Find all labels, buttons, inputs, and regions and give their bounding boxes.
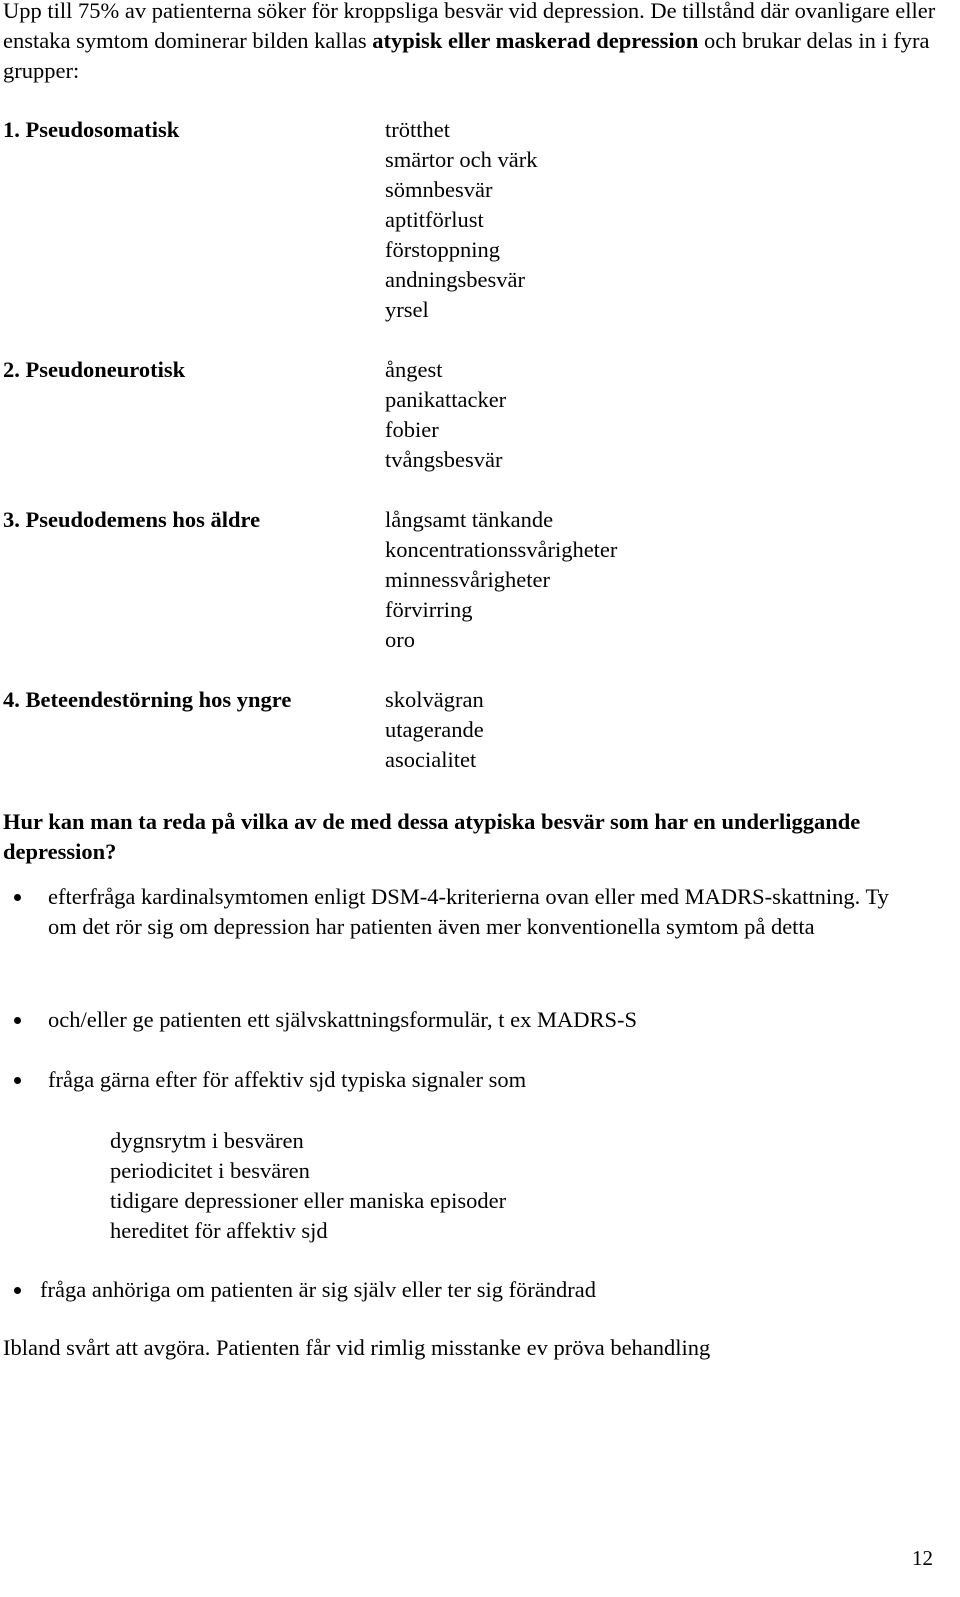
symptom-list xyxy=(385,505,617,655)
bullet-icon xyxy=(14,1077,21,1084)
symptom-item: fobier xyxy=(385,417,439,442)
closing-paragraph: Ibland svårt att avgöra. Patienten får vid rimlig misstanke ev pröva behandling xyxy=(3,1335,711,1360)
signal-item: tidigare depressioner eller maniska episoder xyxy=(110,1188,507,1213)
group-pseudosomatic xyxy=(3,115,943,325)
bullet-icon xyxy=(14,1287,21,1294)
symptom-item: tvångsbesvär xyxy=(385,447,503,472)
group-name: 1. Pseudosomatisk xyxy=(3,117,180,142)
symptom-item: panikattacker xyxy=(385,387,507,412)
bullet-item xyxy=(0,1275,940,1305)
bullet-text: och/eller ge patienten ett självskattningsformulär, t ex MADRS-S xyxy=(48,1007,637,1032)
symptom-item: smärtor och värk xyxy=(385,147,538,172)
depression-groups xyxy=(3,115,943,805)
symptom-item: skolvägran xyxy=(385,687,484,712)
symptom-item: koncentrationssvårigheter xyxy=(385,537,618,562)
symptom-item: sömnbesvär xyxy=(385,177,493,202)
bullet-text: fråga gärna efter för affektiv sjd typiska signaler som xyxy=(48,1067,527,1092)
group-behavior-disorder xyxy=(3,685,943,775)
symptom-item: trötthet xyxy=(385,117,450,142)
symptom-item: asocialitet xyxy=(385,747,477,772)
intro-text-end: och brukar delas in i fyra grupper: xyxy=(3,28,930,83)
symptom-item: andningsbesvär xyxy=(385,267,525,292)
group-name: 4. Beteendestörning hos yngre xyxy=(3,687,292,712)
bullet-icon xyxy=(14,894,21,901)
bullet-item xyxy=(0,882,940,942)
bullet-text: efterfråga kardinalsymtomen enligt DSM-4-kriterierna ovan eller med MADRS-skattning. Ty om det rör sig om depression har patienten även mer konventionella symtom på detta xyxy=(48,884,889,939)
intro-paragraph xyxy=(3,0,943,86)
bullet-item xyxy=(0,1065,940,1095)
group-name: 3. Pseudodemens hos äldre xyxy=(3,507,261,532)
symptom-item: långsamt tänkande xyxy=(385,507,554,532)
intro-text-start: Upp till 75% av patienterna söker för kroppsliga besvär vid depression. De tillstånd där ovanligare eller enstaka symtom dominerar bilden kallas xyxy=(3,0,936,53)
bullet-text: fråga anhöriga om patienten är sig själv eller ter sig förändrad xyxy=(40,1277,597,1302)
group-name: 2. Pseudoneurotisk xyxy=(3,357,186,382)
symptom-list xyxy=(385,355,506,475)
symptom-item: förvirring xyxy=(385,597,473,622)
signal-item: dygnsrytm i besvären xyxy=(110,1128,304,1153)
group-pseudodementia xyxy=(3,505,943,655)
symptom-list xyxy=(385,685,484,775)
intro-bold-term: atypisk eller maskerad depression xyxy=(372,28,699,53)
symptom-item: förstoppning xyxy=(385,237,500,262)
question-heading: Hur kan man ta reda på vilka av de med dessa atypiska besvär som har en underliggande depression? xyxy=(3,809,861,864)
symptom-item: ångest xyxy=(385,357,443,382)
symptom-item: minnessvårigheter xyxy=(385,567,550,592)
page-number: 12 xyxy=(912,1546,933,1570)
symptom-item: oro xyxy=(385,627,415,652)
symptom-list xyxy=(385,115,537,325)
signal-item: hereditet för affektiv sjd xyxy=(110,1218,328,1243)
symptom-item: yrsel xyxy=(385,297,429,322)
signal-item: periodicitet i besvären xyxy=(110,1158,310,1183)
bullet-icon xyxy=(14,1017,21,1024)
bullet-item xyxy=(0,1005,940,1035)
group-pseudoneurotic xyxy=(3,355,943,475)
signal-list xyxy=(110,1126,506,1246)
symptom-item: aptitförlust xyxy=(385,207,484,232)
symptom-item: utagerande xyxy=(385,717,484,742)
